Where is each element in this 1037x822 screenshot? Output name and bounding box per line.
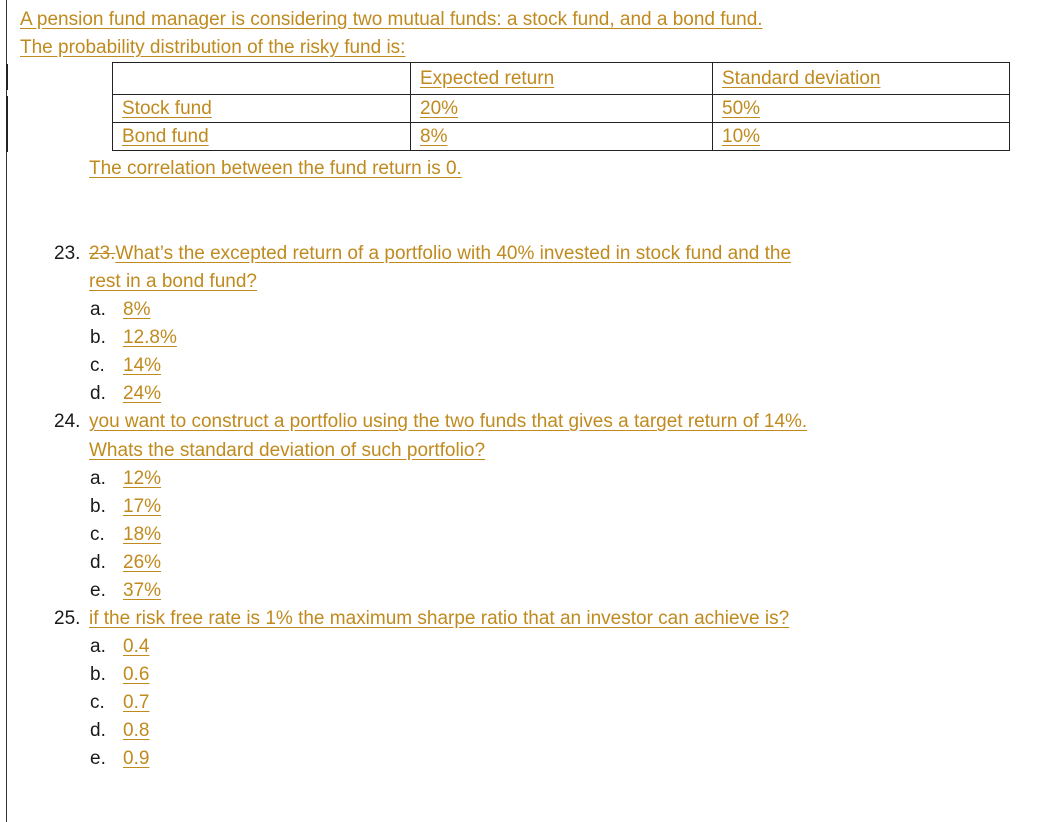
- question-number: 25.: [54, 608, 81, 629]
- option-letter: c.: [90, 355, 105, 376]
- question-text-line: What’s the excepted return of a portfolio with 40% invested in stock fund and the: [115, 243, 792, 264]
- question-number: 23.: [54, 243, 81, 264]
- option-letter: d.: [90, 552, 106, 573]
- option-letter: b.: [90, 327, 106, 348]
- correlation-note: The correlation between the fund return is 0.: [89, 158, 462, 179]
- question-number: 24.: [54, 411, 81, 432]
- table-cell: Stock fund: [113, 95, 411, 123]
- option-text: 12%: [123, 468, 162, 489]
- table-cell: 50%: [713, 95, 1010, 123]
- table-cell: 8%: [411, 123, 713, 151]
- option-letter: b.: [90, 496, 106, 517]
- option-text: 37%: [123, 580, 162, 601]
- table-row: [113, 63, 1010, 95]
- option-text: 0.9: [123, 748, 150, 769]
- change-bar-tick: [6, 96, 8, 152]
- change-bar-tick: [6, 64, 8, 90]
- table-cell: 10%: [713, 123, 1010, 151]
- option-text: 14%: [123, 355, 162, 376]
- option-letter: a.: [90, 636, 106, 657]
- question-text-line: Whats the standard deviation of such portfolio?: [89, 440, 486, 461]
- option-letter: e.: [90, 580, 106, 601]
- option-text: 17%: [123, 496, 162, 517]
- question-text-line: rest in a bond fund?: [89, 271, 257, 292]
- intro-line-2: The probability distribution of the risky fund is:: [20, 37, 406, 58]
- option-letter: a.: [90, 468, 106, 489]
- intro-line-1: A pension fund manager is considering two mutual funds: a stock fund, and a bond fund.: [20, 9, 763, 30]
- table-cell: 20%: [411, 95, 713, 123]
- deleted-text: 23.: [89, 243, 116, 264]
- option-text: 26%: [123, 552, 162, 573]
- table-cell: Bond fund: [113, 123, 411, 151]
- table-header-standard-deviation: Standard deviation: [713, 63, 1010, 95]
- option-text: 0.6: [123, 664, 150, 685]
- option-letter: d.: [90, 383, 106, 404]
- option-letter: a.: [90, 299, 106, 320]
- table-cell: [113, 63, 411, 95]
- option-letter: c.: [90, 524, 105, 545]
- option-letter: e.: [90, 748, 106, 769]
- table-row: [113, 123, 1010, 151]
- option-letter: b.: [90, 664, 106, 685]
- option-letter: c.: [90, 692, 105, 713]
- distribution-table: [112, 62, 1010, 151]
- option-text: 18%: [123, 524, 162, 545]
- option-text: 0.7: [123, 692, 150, 713]
- option-text: 0.8: [123, 720, 150, 741]
- question-text-line: you want to construct a portfolio using the two funds that gives a target return of 14%.: [89, 411, 808, 432]
- option-text: 12.8%: [123, 327, 177, 348]
- option-text: 0.4: [123, 636, 150, 657]
- question-text-line: if the risk free rate is 1% the maximum sharpe ratio that an investor can achieve is?: [89, 608, 790, 629]
- table-row: [113, 95, 1010, 123]
- option-text: 24%: [123, 383, 162, 404]
- question-text: [89, 242, 791, 266]
- option-letter: d.: [90, 720, 106, 741]
- table-header-expected-return: Expected return: [411, 63, 713, 95]
- option-text: 8%: [123, 299, 151, 320]
